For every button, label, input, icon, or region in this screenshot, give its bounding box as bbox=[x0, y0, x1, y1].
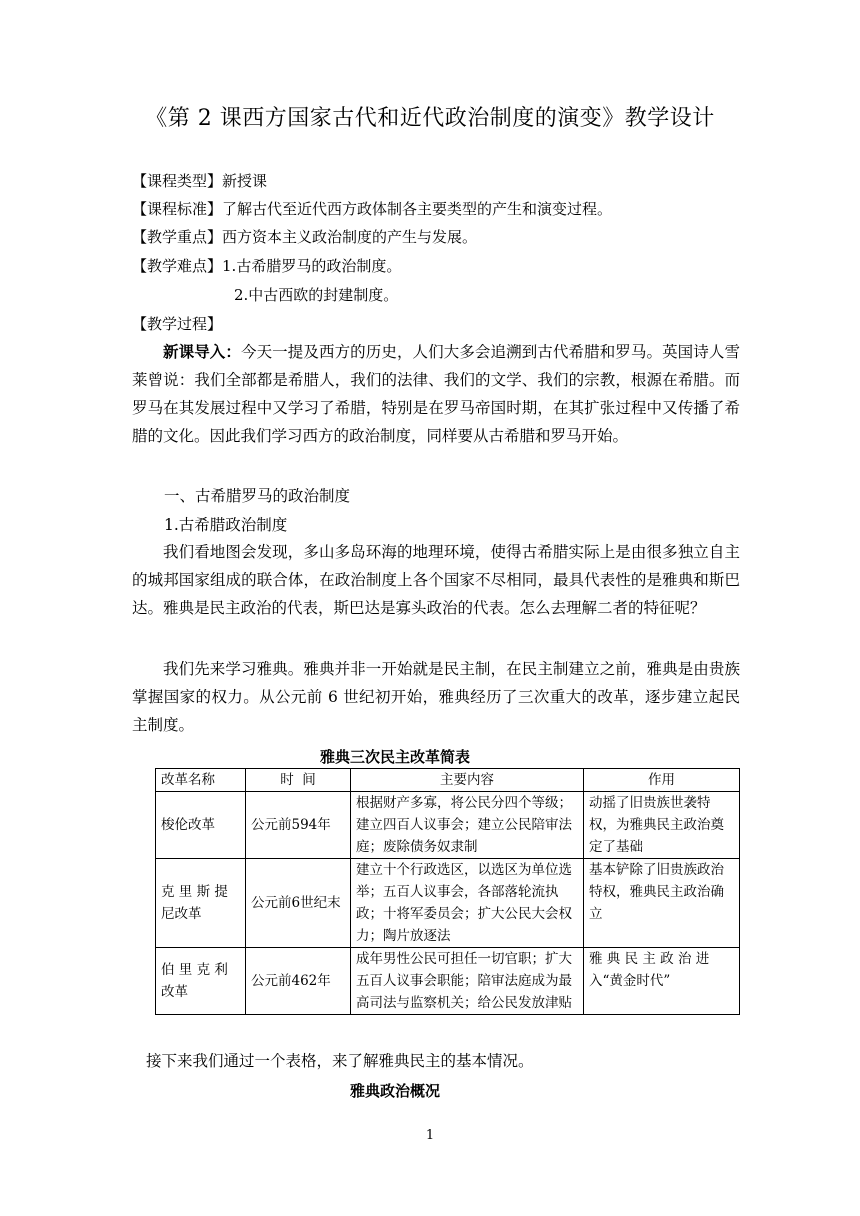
table-cell: 公元前462年 bbox=[246, 948, 351, 1015]
table-cell: 伯 里 克 利改革 bbox=[156, 948, 246, 1015]
paragraph-geography: 我们看地图会发现，多山多岛环海的地理环境，使得古希腊实际上是由很多独立自主的城邦国家组成的联合体，在政治制度上各个国家不尽相同，最具代表性的是雅典和斯巴达。雅典是民主政治的代表，斯巴达是寡头政治的代表。怎么去理解二者的特征呢？ bbox=[132, 543, 740, 617]
table-cell: 根据财产多寡，将公民分四个等级；建立四百人议事会；建立公民陪审法庭；废除债务奴隶制 bbox=[351, 792, 584, 859]
paragraph-next-table: 接下来我们通过一个表格，来了解雅典民主的基本情况。 bbox=[146, 1052, 534, 1070]
meta-course-standard bbox=[132, 199, 612, 219]
column-header: 主要内容 bbox=[351, 769, 584, 792]
table-cell: 梭伦改革 bbox=[156, 792, 246, 859]
intro-text: 今天一提及西方的历史，人们大多会追溯到古代希腊和罗马。英国诗人雪莱曾说：我们全部都是希腊人，我们的法律、我们的文学、我们的宗教，根源在希腊。而罗马在其发展过程中又学习了希腊，特别是在罗马帝国时期，在其扩张过程中又传播了希腊的文化。因此我们学习西方的政治制度，同样要从古希腊和罗马开始。 bbox=[132, 343, 740, 445]
table-row bbox=[156, 859, 740, 948]
table-cell: 公元前594年 bbox=[246, 792, 351, 859]
table-cell: 公元前6世纪末 bbox=[246, 859, 351, 948]
column-header: 时 间 bbox=[246, 769, 351, 792]
document-title: 《第 2 课西方国家古代和近代政治制度的演变》教学设计 bbox=[145, 106, 715, 131]
table-cell: 成年男性公民可担任一切官职；扩大五百人议事会职能；陪审法庭成为最高司法与监察机关；给公民发放津贴 bbox=[351, 948, 584, 1015]
process-heading: 【教学过程】 bbox=[132, 315, 223, 333]
table-row bbox=[156, 792, 740, 859]
table-caption: 雅典三次民主改革简表 bbox=[320, 748, 471, 766]
table-cell: 雅 典 民 主 政 治 进 入“黄金时代” bbox=[584, 948, 740, 1015]
meta-value: 1.古希腊罗马的政治制度。 bbox=[222, 257, 402, 275]
table-cell: 建立十个行政选区，以选区为单位选举；五百人议事会，各部落轮流执政；十将军委员会；扩大公民大会权力；陶片放逐法 bbox=[351, 859, 584, 948]
table-cell: 克 里 斯 提尼改革 bbox=[156, 859, 246, 948]
meta-key: 【课程类型】 bbox=[132, 172, 223, 190]
meta-difficulty-item-2: 2.中古西欧的封建制度。 bbox=[234, 286, 399, 304]
table-row bbox=[156, 948, 740, 1015]
meta-course-type bbox=[132, 171, 267, 191]
section-heading: 一、古希腊罗马的政治制度 bbox=[164, 487, 351, 505]
subsection-heading: 1.古希腊政治制度 bbox=[164, 516, 288, 534]
table2-caption: 雅典政治概况 bbox=[350, 1082, 441, 1100]
meta-teaching-difficulty bbox=[132, 256, 401, 276]
meta-key: 【课程标准】 bbox=[132, 200, 223, 218]
paragraph-athens: 我们先来学习雅典。雅典并非一开始就是民主制，在民主制建立之前，雅典是由贵族掌握国家的权力。从公元前 6 世纪初开始，雅典经历了三次重大的改革，逐步建立起民主制度。 bbox=[132, 660, 740, 734]
intro-label: 新课导入： bbox=[163, 342, 241, 361]
reform-table bbox=[155, 768, 740, 1015]
column-header: 改革名称 bbox=[156, 769, 246, 792]
meta-key: 【教学重点】 bbox=[132, 228, 223, 246]
meta-value: 新授课 bbox=[222, 172, 268, 190]
meta-key: 【教学难点】 bbox=[132, 257, 223, 275]
meta-teaching-focus bbox=[132, 227, 477, 247]
table-header-row bbox=[156, 769, 740, 792]
meta-value: 了解古代至近代西方政体制各主要类型的产生和演变过程。 bbox=[222, 200, 613, 218]
column-header: 作用 bbox=[584, 769, 740, 792]
page-number: 1 bbox=[425, 1128, 435, 1143]
intro-paragraph bbox=[132, 338, 740, 450]
table-cell: 动摇了旧贵族世袭特权，为雅典民主政治奠定了基础 bbox=[584, 792, 740, 859]
meta-value: 西方资本主义政治制度的产生与发展。 bbox=[222, 228, 478, 246]
table-cell: 基本铲除了旧贵族政治特权，雅典民主政治确立 bbox=[584, 859, 740, 948]
